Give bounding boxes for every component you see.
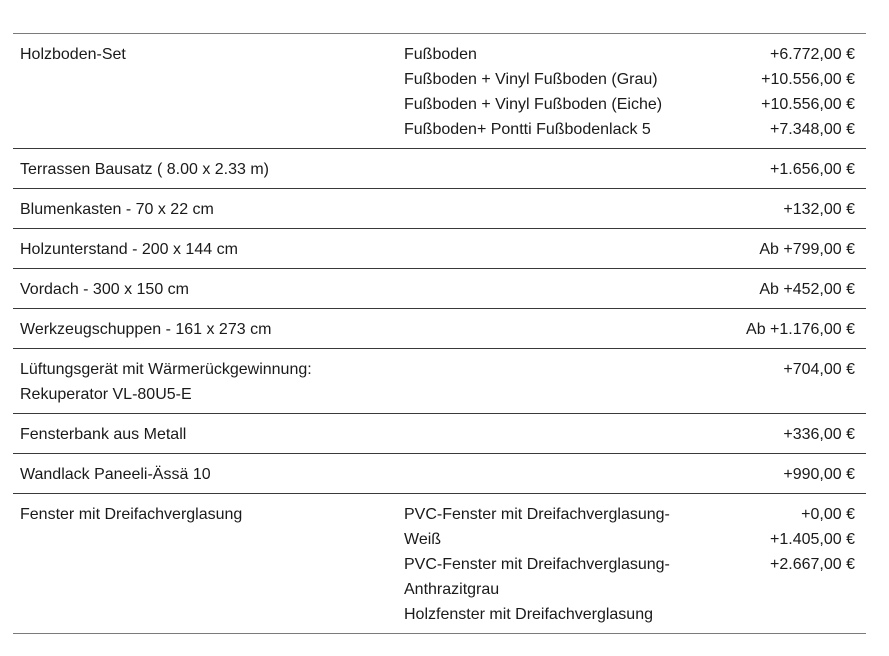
price-value: Ab +799,00 € (759, 241, 855, 258)
product-options-table (13, 33, 866, 634)
price-value: +2.667,00 € (770, 556, 855, 573)
price-cell (687, 502, 866, 627)
product-name: Holzboden-Set (20, 46, 126, 63)
price-value: +0,00 € (801, 506, 855, 523)
table-row (13, 269, 866, 309)
price-cell (687, 422, 866, 447)
price-value: +10.556,00 € (761, 71, 855, 88)
product-name-cell (13, 197, 397, 222)
table-row (13, 309, 866, 349)
option-label[interactable]: Fußboden + Vinyl Fußboden (Grau) (404, 71, 658, 88)
product-name: Blumenkasten - 70 x 22 cm (20, 201, 214, 218)
price-value: +1.656,00 € (770, 161, 855, 178)
product-name: Wandlack Paneeli-Ässä 10 (20, 466, 211, 483)
price-value: +10.556,00 € (761, 96, 855, 113)
price-value: +704,00 € (783, 361, 855, 378)
product-name: Rekuperator VL-80U5-E (20, 386, 192, 403)
price-value: +1.405,00 € (770, 531, 855, 548)
product-name: Terrassen Bausatz ( 8.00 x 2.33 m) (20, 161, 269, 178)
product-name: Fenster mit Dreifachverglasung (20, 506, 243, 523)
product-options-cell (397, 502, 687, 627)
table-row (13, 494, 866, 634)
product-options-cell (397, 462, 687, 487)
table-row (13, 454, 866, 494)
product-options-cell (397, 422, 687, 447)
price-value: +132,00 € (783, 201, 855, 218)
option-label[interactable]: Fußboden (404, 46, 477, 63)
option-label[interactable]: Fußboden + Vinyl Fußboden (Eiche) (404, 96, 663, 113)
table-row (13, 414, 866, 454)
option-label[interactable]: PVC-Fenster mit Dreifachverglasung- (404, 556, 670, 573)
table-row (13, 149, 866, 189)
product-options-cell (397, 157, 687, 182)
product-name-cell (13, 42, 397, 142)
product-options-cell (397, 237, 687, 262)
price-cell (687, 157, 866, 182)
price-value: +6.772,00 € (770, 46, 855, 63)
product-name: Vordach - 300 x 150 cm (20, 281, 189, 298)
table-row (13, 349, 866, 414)
product-name-cell (13, 502, 397, 627)
price-cell (687, 237, 866, 262)
product-name-cell (13, 317, 397, 342)
price-cell (687, 197, 866, 222)
table-row (13, 189, 866, 229)
option-label[interactable]: Anthrazitgrau (404, 581, 500, 598)
product-options-cell (397, 357, 687, 407)
product-name: Holzunterstand - 200 x 144 cm (20, 241, 238, 258)
price-value: Ab +452,00 € (759, 281, 855, 298)
product-name: Lüftungsgerät mit Wärmerückgewinnung: (20, 361, 312, 378)
product-name-cell (13, 357, 397, 407)
table-row (13, 229, 866, 269)
product-name-cell (13, 237, 397, 262)
price-value: Ab +1.176,00 € (746, 321, 855, 338)
price-cell (687, 42, 866, 142)
product-name-cell (13, 462, 397, 487)
price-value: +336,00 € (783, 426, 855, 443)
price-cell (687, 357, 866, 407)
price-cell (687, 277, 866, 302)
product-options-cell (397, 42, 687, 142)
option-label[interactable]: PVC-Fenster mit Dreifachverglasung- (404, 506, 670, 523)
product-name: Fensterbank aus Metall (20, 426, 187, 443)
product-options-cell (397, 277, 687, 302)
price-cell (687, 462, 866, 487)
price-cell (687, 317, 866, 342)
price-value: +7.348,00 € (770, 121, 855, 138)
product-name-cell (13, 422, 397, 447)
product-name: Werkzeugschuppen - 161 x 273 cm (20, 321, 272, 338)
table-row (13, 34, 866, 149)
product-options-cell (397, 317, 687, 342)
product-name-cell (13, 277, 397, 302)
option-label[interactable]: Fußboden+ Pontti Fußbodenlack 5 (404, 121, 651, 138)
product-options-cell (397, 197, 687, 222)
option-label[interactable]: Holzfenster mit Dreifachverglasung (404, 606, 653, 623)
product-name-cell (13, 157, 397, 182)
option-label[interactable]: Weiß (404, 531, 442, 548)
price-value: +990,00 € (783, 466, 855, 483)
